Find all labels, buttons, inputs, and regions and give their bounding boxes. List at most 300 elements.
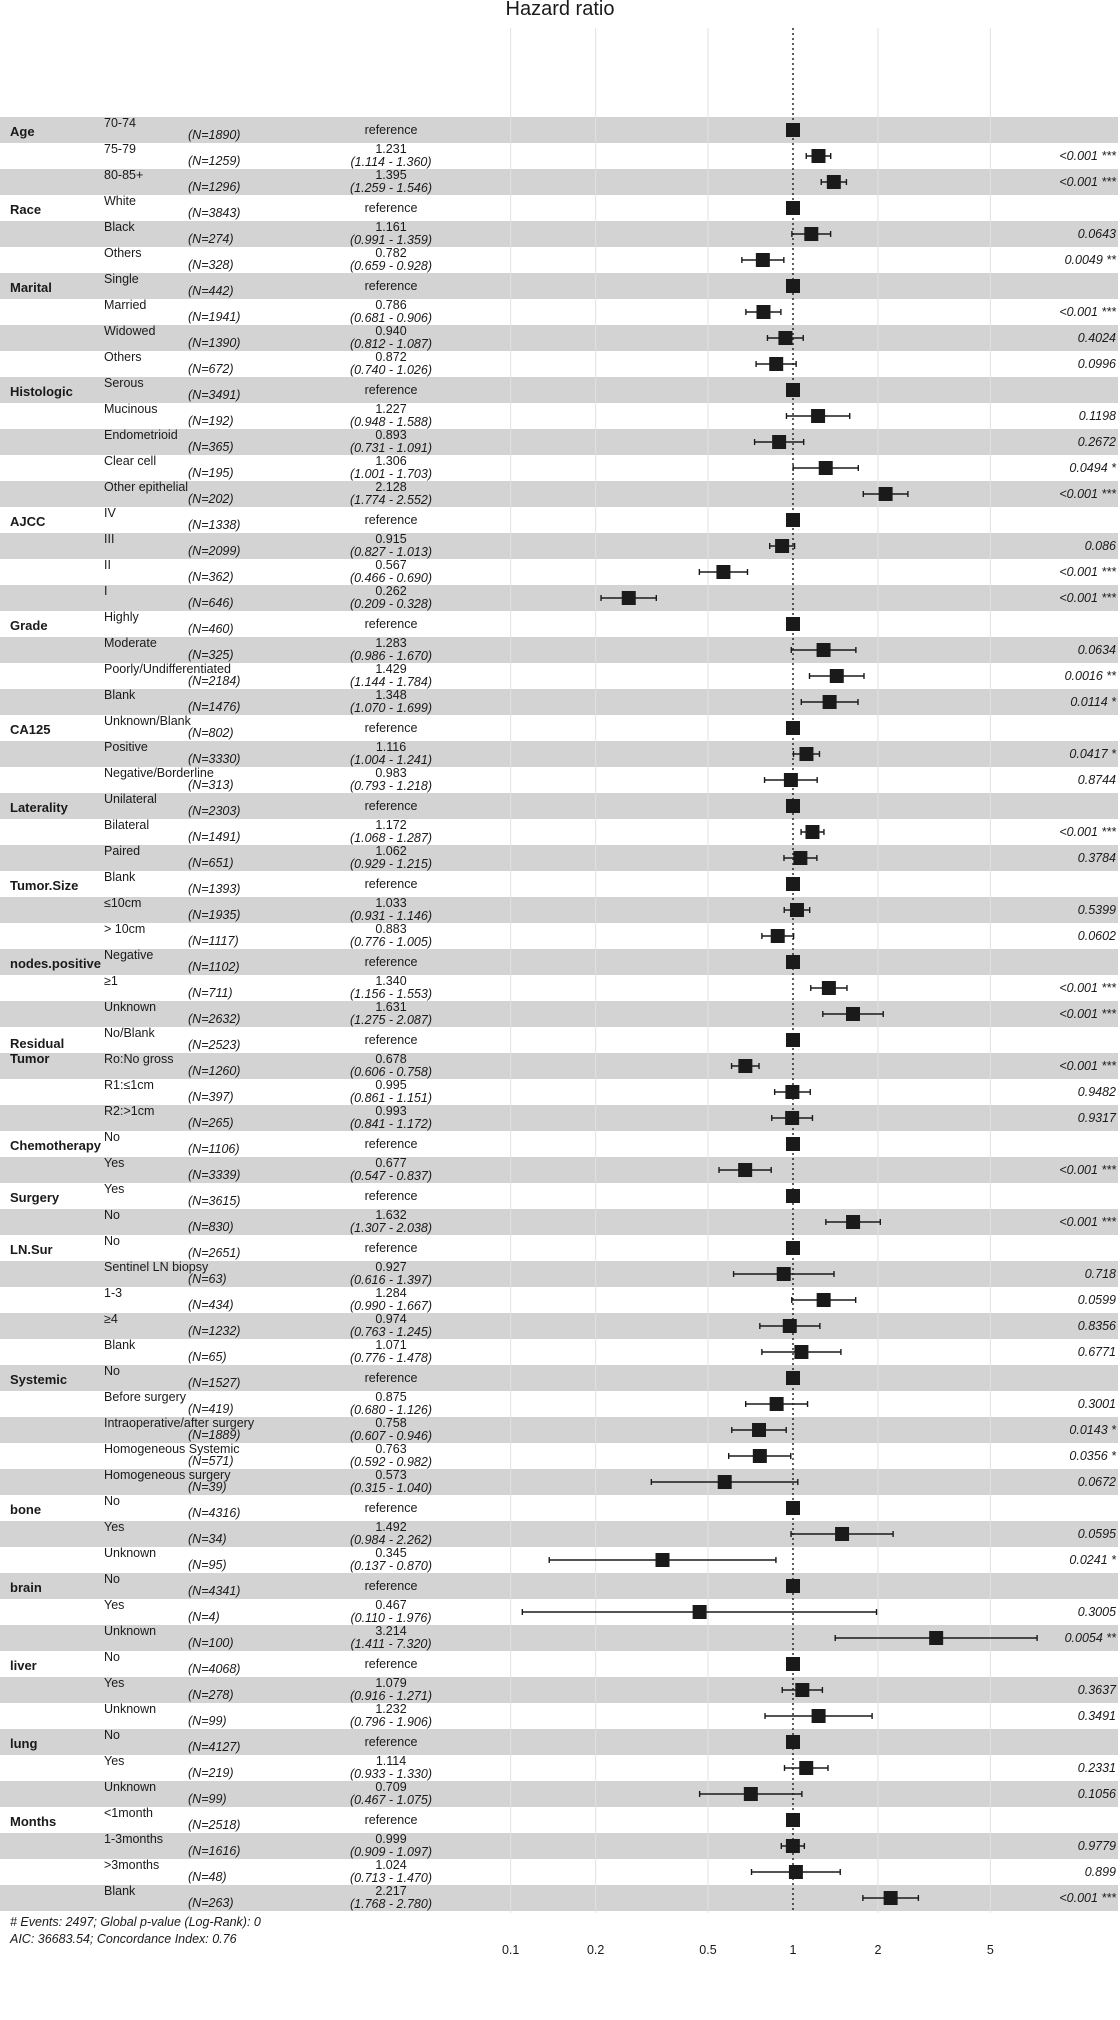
level-label: IV — [104, 506, 116, 520]
hr-reference: reference — [364, 1241, 418, 1255]
hr-marker — [753, 1449, 767, 1463]
level-label: Unilateral — [104, 792, 157, 806]
hr-reference: reference — [364, 1735, 418, 1749]
reference-marker — [786, 513, 800, 527]
hr-value: 1.429 — [375, 662, 407, 676]
sample-size: (N=4127) — [188, 1740, 241, 1754]
hr-marker — [771, 929, 785, 943]
row-band — [0, 221, 1118, 247]
hr-reference: reference — [364, 799, 418, 813]
hr-value: 1.232 — [375, 1702, 407, 1716]
x-tick-label: 0.2 — [586, 1943, 605, 1957]
level-label: Positive — [104, 740, 148, 754]
hr-value: 1.492 — [375, 1520, 407, 1534]
p-value: 0.0049 ** — [1064, 253, 1116, 267]
p-value: <0.001 *** — [1059, 591, 1116, 605]
level-label: II — [104, 558, 111, 572]
reference-marker — [786, 617, 800, 631]
hr-ci: (1.774 - 2.552) — [350, 493, 432, 507]
table-row — [10, 506, 417, 532]
hr-value: 1.631 — [375, 1000, 407, 1014]
hr-marker — [693, 1605, 707, 1619]
sample-size: (N=1476) — [188, 700, 241, 714]
hr-marker — [756, 305, 770, 319]
sample-size: (N=4341) — [188, 1584, 241, 1598]
sample-size: (N=1390) — [188, 336, 241, 350]
row-band — [0, 1885, 1118, 1911]
sample-size: (N=1338) — [188, 518, 241, 532]
hr-marker — [817, 1293, 831, 1307]
variable-label: Histologic — [10, 384, 73, 399]
level-label: Yes — [104, 1754, 125, 1768]
hr-ci: (0.991 - 1.359) — [350, 233, 432, 247]
table-row — [104, 662, 1117, 689]
reference-marker — [786, 799, 800, 813]
level-label: No — [104, 1364, 120, 1378]
level-label: Blank — [104, 870, 136, 884]
hr-reference: reference — [364, 1033, 418, 1047]
sample-size: (N=460) — [188, 622, 234, 636]
sample-size: (N=2523) — [188, 1038, 241, 1052]
sample-size: (N=1117) — [188, 934, 239, 948]
level-label: I — [104, 584, 108, 598]
variable-label: Months — [10, 1814, 57, 1829]
p-value: 0.0417 * — [1069, 747, 1116, 761]
table-row — [104, 974, 1117, 1001]
x-tick-label: 0.1 — [501, 1943, 520, 1957]
p-value: 0.086 — [1084, 539, 1116, 553]
reference-marker — [786, 1579, 800, 1593]
p-value: 0.3637 — [1077, 1683, 1116, 1697]
hr-ci: (0.659 - 0.928) — [350, 259, 432, 273]
table-row — [104, 246, 1117, 273]
hr-ci: (0.931 - 1.146) — [350, 909, 432, 923]
hr-value: 0.677 — [375, 1156, 407, 1170]
hr-value: 1.348 — [375, 688, 407, 702]
level-label: Blank — [104, 1338, 136, 1352]
hr-ci: (0.827 - 1.013) — [350, 545, 432, 559]
p-value: 0.3001 — [1077, 1397, 1116, 1411]
sample-size: (N=325) — [188, 648, 234, 662]
row-band — [0, 117, 1118, 143]
hr-value: 1.114 — [375, 1754, 407, 1768]
p-value: <0.001 *** — [1059, 149, 1116, 163]
level-label: Other epithelial — [104, 480, 189, 494]
x-tick-label: 5 — [986, 1943, 994, 1957]
level-label: Blank — [104, 1884, 136, 1898]
sample-size: (N=365) — [188, 440, 234, 454]
hr-reference: reference — [364, 1371, 418, 1385]
hr-marker — [830, 669, 844, 683]
sample-size: (N=1259) — [188, 154, 241, 168]
hr-ci: (0.616 - 1.397) — [350, 1273, 432, 1287]
p-value: 0.1056 — [1077, 1787, 1116, 1801]
table-row — [104, 1858, 1116, 1885]
hr-marker — [846, 1007, 860, 1021]
x-tick-label: 1 — [789, 1943, 797, 1957]
level-label: Negative — [104, 948, 154, 962]
hr-value: 2.217 — [375, 1884, 407, 1898]
p-value: 0.0634 — [1077, 643, 1116, 657]
reference-marker — [786, 1137, 800, 1151]
hr-marker — [812, 1709, 826, 1723]
hr-ci: (0.929 - 1.215) — [350, 857, 432, 871]
variable-label: Chemotherapy — [10, 1138, 102, 1153]
level-label: Endometrioid — [104, 428, 178, 442]
reference-marker — [786, 1033, 800, 1047]
hr-value: 0.915 — [375, 532, 407, 546]
hr-marker — [775, 539, 789, 553]
hr-ci: (0.606 - 0.758) — [350, 1065, 432, 1079]
p-value: 0.0996 — [1077, 357, 1116, 371]
table-row — [10, 714, 417, 740]
row-band — [0, 1105, 1118, 1131]
level-label: No — [104, 1494, 120, 1508]
level-label: Others — [104, 350, 142, 364]
p-value: 0.9317 — [1077, 1111, 1116, 1125]
sample-size: (N=1106) — [188, 1142, 240, 1156]
row-band — [0, 1313, 1118, 1339]
hr-marker — [929, 1631, 943, 1645]
hr-value: 0.974 — [375, 1312, 407, 1326]
sample-size: (N=442) — [188, 284, 234, 298]
row-band — [0, 1001, 1118, 1027]
p-value: 0.8744 — [1077, 773, 1116, 787]
level-label: No/Blank — [104, 1026, 155, 1040]
p-value: 0.0672 — [1077, 1475, 1116, 1489]
table-row — [104, 1338, 1116, 1365]
sample-size: (N=274) — [188, 232, 234, 246]
footnotes — [9, 1915, 261, 1946]
hr-reference: reference — [364, 1657, 418, 1671]
p-value: <0.001 *** — [1059, 1007, 1116, 1021]
level-label: 80-85+ — [104, 168, 144, 182]
sample-size: (N=2099) — [188, 544, 241, 558]
level-label: 70-74 — [104, 116, 136, 130]
sample-size: (N=65) — [188, 1350, 227, 1364]
level-label: No — [104, 1208, 120, 1222]
row-band — [0, 273, 1118, 299]
hr-value: 0.875 — [375, 1390, 407, 1404]
level-label: Intraoperative/after surgery — [104, 1416, 255, 1430]
table-row — [10, 194, 417, 220]
hr-ci: (0.861 - 1.151) — [350, 1091, 432, 1105]
hr-reference: reference — [364, 201, 418, 215]
level-label: Unknown — [104, 1702, 157, 1716]
hr-marker — [738, 1163, 752, 1177]
hr-value: 1.079 — [375, 1676, 407, 1690]
sample-size: (N=100) — [188, 1636, 234, 1650]
p-value: 0.0016 ** — [1064, 669, 1116, 683]
p-value: 0.0599 — [1077, 1293, 1116, 1307]
reference-marker — [786, 279, 800, 293]
sample-size: (N=48) — [188, 1870, 227, 1884]
p-value: <0.001 *** — [1059, 305, 1116, 319]
variable-label: Race — [10, 202, 42, 217]
level-label: Yes — [104, 1676, 125, 1690]
sample-size: (N=397) — [188, 1090, 234, 1104]
row-band — [0, 585, 1118, 611]
level-label: Black — [104, 220, 135, 234]
table-row — [104, 1442, 1117, 1469]
hr-marker — [817, 643, 831, 657]
p-value: 0.3005 — [1077, 1605, 1116, 1619]
p-value: 0.9482 — [1077, 1085, 1116, 1099]
variable-label: Surgery — [10, 1190, 60, 1205]
hr-value: 0.883 — [375, 922, 407, 936]
level-label: Negative/Borderline — [104, 766, 214, 780]
level-label: Serous — [104, 376, 144, 390]
level-label: R2:>1cm — [104, 1104, 155, 1118]
sample-size: (N=263) — [188, 1896, 234, 1910]
variable-label-line2: Tumor — [10, 1051, 50, 1066]
table-row — [10, 1650, 417, 1676]
level-label: 75-79 — [104, 142, 136, 156]
hr-reference: reference — [364, 1189, 418, 1203]
sample-size: (N=2632) — [188, 1012, 241, 1026]
sample-size: (N=3491) — [188, 388, 241, 402]
hr-value: 1.340 — [375, 974, 407, 988]
level-label: > 10cm — [104, 922, 146, 936]
sample-size: (N=711) — [188, 986, 233, 1000]
p-value: 0.9779 — [1077, 1839, 1116, 1853]
sample-size: (N=3339) — [188, 1168, 241, 1182]
sample-size: (N=99) — [188, 1714, 227, 1728]
level-label: No — [104, 1572, 120, 1586]
p-value: <0.001 *** — [1059, 1163, 1116, 1177]
sample-size: (N=434) — [188, 1298, 234, 1312]
row-band — [0, 741, 1118, 767]
hr-ci: (0.796 - 1.906) — [350, 1715, 432, 1729]
hr-marker — [716, 565, 730, 579]
hr-marker — [783, 1319, 797, 1333]
table-row — [10, 870, 417, 896]
hr-ci: (1.768 - 2.780) — [350, 1897, 432, 1911]
table-row — [104, 766, 1116, 793]
table-row — [104, 922, 1116, 949]
p-value: 0.899 — [1084, 1865, 1116, 1879]
hr-ci: (0.776 - 1.478) — [350, 1351, 432, 1365]
hr-marker — [846, 1215, 860, 1229]
level-label: No — [104, 1130, 120, 1144]
hr-value: 2.128 — [375, 480, 407, 494]
hr-value: 0.467 — [375, 1598, 407, 1612]
hr-marker — [655, 1553, 669, 1567]
hr-reference: reference — [364, 513, 418, 527]
row-band — [0, 1573, 1118, 1599]
hr-ci: (0.990 - 1.667) — [350, 1299, 432, 1313]
hr-ci: (0.467 - 1.075) — [350, 1793, 432, 1807]
sample-size: (N=3330) — [188, 752, 241, 766]
reference-marker — [786, 721, 800, 735]
sample-size: (N=195) — [188, 466, 234, 480]
x-tick-label: 0.5 — [699, 1943, 717, 1957]
sample-size: (N=571) — [188, 1454, 234, 1468]
table-row — [10, 1494, 417, 1520]
row-band — [0, 1677, 1118, 1703]
row-band — [0, 1365, 1118, 1391]
hr-marker — [778, 331, 792, 345]
hr-marker — [718, 1475, 732, 1489]
level-label: No — [104, 1728, 120, 1742]
hr-marker — [772, 435, 786, 449]
hr-value: 0.995 — [375, 1078, 407, 1092]
level-label: R1:≤1cm — [104, 1078, 154, 1092]
row-band — [0, 1729, 1118, 1755]
variable-label: LN.Sur — [10, 1242, 53, 1257]
sample-size: (N=34) — [188, 1532, 227, 1546]
level-label: Blank — [104, 688, 136, 702]
hr-ci: (1.259 - 1.546) — [350, 181, 432, 195]
row-band — [0, 845, 1118, 871]
hr-value: 1.172 — [375, 818, 407, 832]
level-label: >3months — [104, 1858, 160, 1872]
hr-marker — [805, 825, 819, 839]
reference-marker — [786, 1813, 800, 1827]
level-label: White — [104, 194, 136, 208]
hr-marker — [884, 1891, 898, 1905]
hr-ci: (0.607 - 0.946) — [350, 1429, 432, 1443]
sample-size: (N=4068) — [188, 1662, 241, 1676]
hr-marker — [777, 1267, 791, 1281]
hr-value: 1.024 — [375, 1858, 407, 1872]
hr-reference: reference — [364, 1501, 418, 1515]
hr-value: 1.231 — [375, 142, 407, 156]
level-label: Highly — [104, 610, 139, 624]
x-tick-label: 2 — [874, 1943, 882, 1957]
hr-marker — [786, 1839, 800, 1853]
variable-label: Systemic — [10, 1372, 68, 1387]
p-value: 0.0595 — [1077, 1527, 1116, 1541]
hr-marker — [784, 773, 798, 787]
hr-reference: reference — [364, 1813, 418, 1827]
hr-ci: (0.984 - 2.262) — [350, 1533, 432, 1547]
sample-size: (N=2184) — [188, 674, 241, 688]
sample-size: (N=219) — [188, 1766, 234, 1780]
reference-marker — [786, 1371, 800, 1385]
sample-size: (N=802) — [188, 726, 234, 740]
hr-value: 0.758 — [375, 1416, 407, 1430]
hr-value: 1.395 — [375, 168, 407, 182]
sample-size: (N=3615) — [188, 1194, 241, 1208]
variable-label: Age — [10, 124, 35, 139]
sample-size: (N=313) — [188, 778, 234, 792]
hr-marker — [785, 1111, 799, 1125]
hr-ci: (0.812 - 1.087) — [350, 337, 432, 351]
level-label: Mucinous — [104, 402, 158, 416]
p-value: 0.0143 * — [1069, 1423, 1116, 1437]
hr-marker — [795, 1683, 809, 1697]
p-value: 0.1198 — [1078, 409, 1116, 423]
table-row — [104, 142, 1117, 169]
hr-value: 1.116 — [375, 740, 407, 754]
row-band — [0, 689, 1118, 715]
level-label: Paired — [104, 844, 141, 858]
hr-ci: (0.209 - 0.328) — [350, 597, 432, 611]
hr-marker — [738, 1059, 752, 1073]
hr-reference: reference — [364, 877, 418, 891]
hr-ci: (0.841 - 1.172) — [350, 1117, 432, 1131]
hr-marker — [789, 1865, 803, 1879]
sample-size: (N=362) — [188, 570, 234, 584]
hr-value: 0.782 — [375, 246, 407, 260]
level-label: 1-3months — [104, 1832, 164, 1846]
hr-ci: (0.740 - 1.026) — [350, 363, 432, 377]
hr-value: 0.678 — [375, 1052, 407, 1066]
level-label: Yes — [104, 1156, 125, 1170]
sample-size: (N=1935) — [188, 908, 241, 922]
hr-ci: (1.004 - 1.241) — [350, 753, 432, 767]
hr-value: 0.893 — [375, 428, 407, 442]
hr-ci: (0.793 - 1.218) — [350, 779, 432, 793]
reference-marker — [786, 1189, 800, 1203]
hr-marker — [811, 149, 825, 163]
table-row — [10, 610, 417, 636]
level-label: No — [104, 1650, 120, 1664]
variable-label: Residual — [10, 1036, 65, 1051]
level-label: Clear cell — [104, 454, 157, 468]
hr-value: 0.999 — [375, 1832, 407, 1846]
hr-marker — [822, 981, 836, 995]
reference-marker — [786, 1735, 800, 1749]
p-value: <0.001 *** — [1059, 1059, 1116, 1073]
hr-marker — [835, 1527, 849, 1541]
p-value: 0.0602 — [1077, 929, 1116, 943]
variable-label: Laterality — [10, 800, 68, 815]
variable-label: liver — [10, 1658, 37, 1673]
row-band — [0, 1521, 1118, 1547]
row-band — [0, 377, 1118, 403]
hr-ci: (0.909 - 1.097) — [350, 1845, 432, 1859]
hr-ci: (0.986 - 1.670) — [350, 649, 432, 663]
row-band — [0, 793, 1118, 819]
hr-reference: reference — [364, 1579, 418, 1593]
level-label: <1month — [104, 1806, 153, 1820]
sample-size: (N=646) — [188, 596, 234, 610]
hr-ci: (0.731 - 1.091) — [350, 441, 432, 455]
hr-marker — [823, 695, 837, 709]
hr-value: 0.927 — [375, 1260, 407, 1274]
hr-marker — [879, 487, 893, 501]
level-label: Unknown — [104, 1780, 157, 1794]
sample-size: (N=1232) — [188, 1324, 241, 1338]
reference-marker — [786, 955, 800, 969]
hr-marker — [793, 851, 807, 865]
hr-ci: (0.110 - 1.976) — [350, 1611, 432, 1625]
sample-size: (N=39) — [188, 1480, 227, 1494]
sample-size: (N=192) — [188, 414, 234, 428]
table-row — [10, 1130, 417, 1156]
hr-reference: reference — [364, 279, 418, 293]
hr-ci: (0.592 - 0.982) — [350, 1455, 432, 1469]
footnote-aic: AIC: 36683.54; Concordance Index: 0.76 — [10, 1932, 237, 1946]
hr-value: 1.161 — [375, 220, 407, 234]
p-value: <0.001 *** — [1059, 981, 1116, 995]
table-row — [104, 1754, 1116, 1781]
reference-marker — [786, 201, 800, 215]
sample-size: (N=1260) — [188, 1064, 241, 1078]
level-label: Homogeneous Systemic — [104, 1442, 240, 1456]
hr-ci: (0.713 - 1.470) — [350, 1871, 432, 1885]
level-label: Unknown — [104, 1000, 157, 1014]
sample-size: (N=1393) — [188, 882, 241, 896]
row-band — [0, 1157, 1118, 1183]
table-row — [10, 1234, 417, 1260]
hr-value: 1.227 — [375, 402, 407, 416]
level-label: Homogeneous surgery — [104, 1468, 231, 1482]
p-value: 0.3784 — [1077, 851, 1116, 865]
p-value: 0.2331 — [1077, 1761, 1116, 1775]
